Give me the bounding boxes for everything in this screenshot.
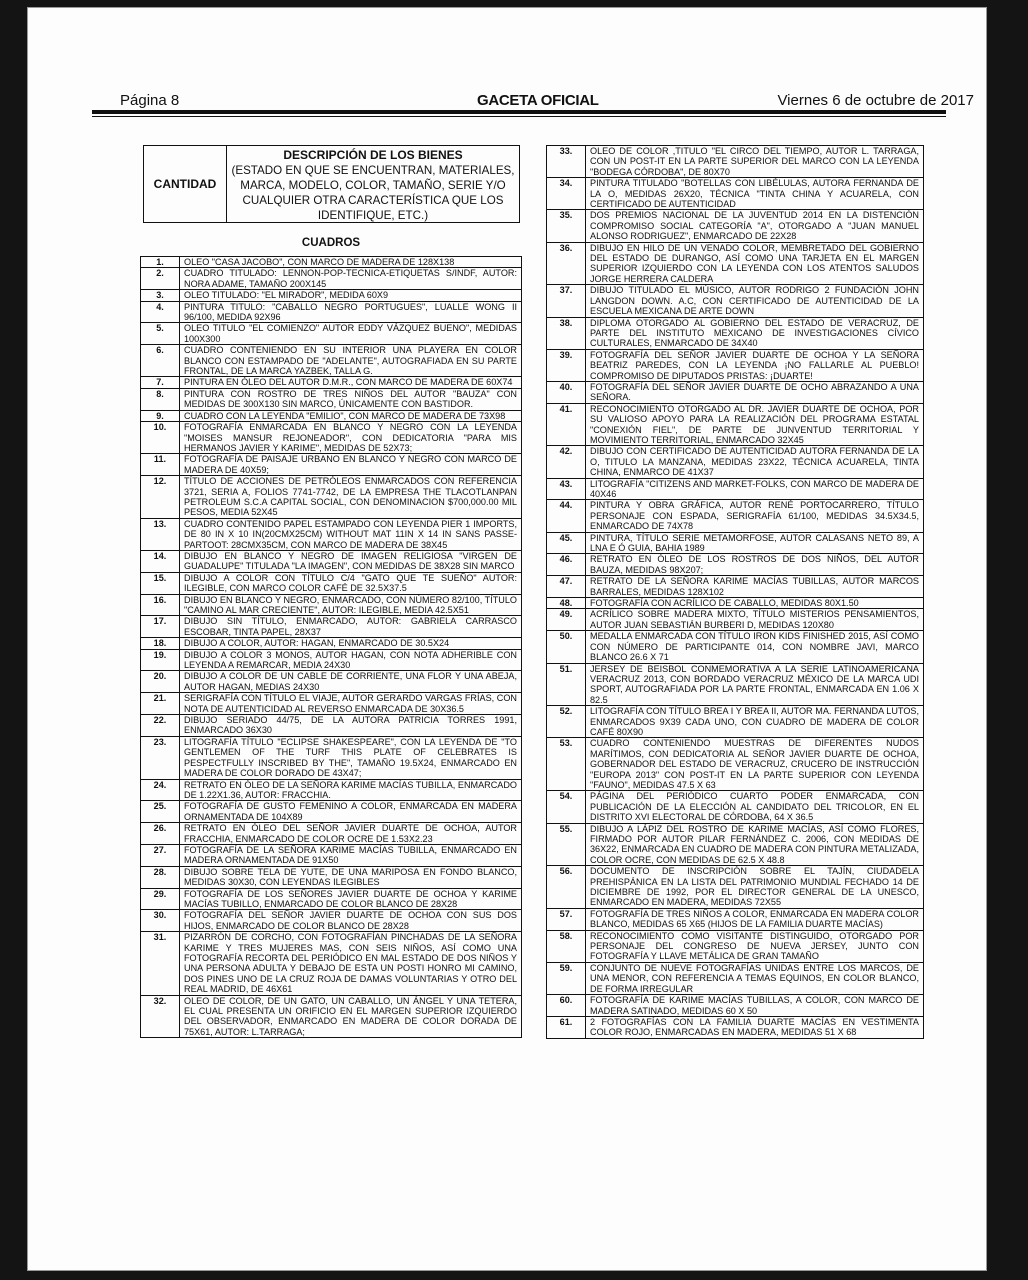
table-row xyxy=(547,705,923,737)
item-description: DIBUJO CON CERTIFICADO DE AUTENTICIDAD AUTORA FERNANDA DE LA O, TITULO LA MANZANA, MEDIDAS 23X22, TÉCNICA ACUARELA, TINTA CHINA, ENMARCO DE 41X37 xyxy=(590,446,919,478)
item-description: SERIGRAFÍA CON TÍTULO EL VIAJE, AUTOR GERARDO VARGAS FRÍAS, CON NOTA DE AUTENTICIDAD AL REVERSO ENMARCADA DE 30X36.5 xyxy=(184,693,517,714)
table-row xyxy=(141,995,521,1038)
table-row xyxy=(141,670,521,692)
table-row xyxy=(141,822,521,844)
table-row xyxy=(547,575,923,597)
items-table-right xyxy=(546,145,924,1039)
table-row xyxy=(141,649,521,671)
item-description: DIBUJO EN HILO DE UN VENADO COLOR, MEMBRETADO DEL GOBIERNO DEL ESTADO DE DURANGO, ASÍ COMO UNA TARJETA EN EL MARGEN SUPERIOR IZQUIERDO CON LA LEYENDA CON LOS ATENTOS SALUDOS JORGE HERRERA CALDERA xyxy=(590,242,919,284)
header-rule-thin xyxy=(92,116,946,117)
item-number: 26. xyxy=(141,823,180,844)
table-row xyxy=(547,403,923,446)
table-row xyxy=(141,376,521,387)
item-number: 30. xyxy=(141,910,180,931)
table-row xyxy=(141,475,521,518)
item-number: 4. xyxy=(141,302,180,323)
item-number: 54. xyxy=(547,791,586,822)
table-row xyxy=(141,779,521,801)
right-column xyxy=(546,145,924,1039)
item-number: 23. xyxy=(141,737,180,779)
table-row xyxy=(141,866,521,888)
item-description: PINTURA Y OBRA GRÁFICA, AUTOR RENÉ PORTOCARRERO, TÍTULO PERSONAJE CON ESPADA, SERIGRAFÍA 61/100, MEDIDAS 34.5X34.5, ENMARCADO DE 74X78 xyxy=(590,500,919,532)
gazette-title: GACETA OFICIAL xyxy=(477,92,599,109)
table-row xyxy=(547,737,923,790)
item-number: 55. xyxy=(547,824,586,866)
table-row xyxy=(547,242,923,285)
item-number: 18. xyxy=(141,638,180,648)
item-description: RETRATO EN ÓLEO DE LOS ROSTROS DE DOS NIÑOS, DEL AUTOR BAUZA, MEDIDAS 98X207; xyxy=(590,554,919,575)
item-description: LITOGRAFÍA CON TÍTULO BREA I Y BREA II, AUTOR MA. FERNANDA LUTOS, ENMARCADOS 9X39 CADA UNO, CON CUADRO DE MADERA DE COLOR CAFÉ 80X90 xyxy=(590,706,919,737)
item-description: FOTOGRAFÍA DE LA SEÑORA KARIME MACÍAS TUBILLA, ENMARCADO EN MADERA ORNAMENTADA DE 91X50 xyxy=(184,844,517,866)
table-row xyxy=(141,714,521,736)
table-row xyxy=(141,421,521,453)
table-row xyxy=(547,349,923,381)
table-row xyxy=(141,594,521,616)
item-description: OLEO TITULADO: "EL MIRADOR", MEDIDA 60X9 xyxy=(184,290,389,301)
item-description: DIBUJO SOBRE TELA DE YUTE, DE UNA MARIPOSA EN FONDO BLANCO, MEDIDAS 30X30, CON LEYENDAS ILEGIBLES xyxy=(184,866,517,888)
item-description: RETRATO EN ÓLEO DE LA SEÑORA KARIME MACÍAS TUBILLA, ENMARCADO DE 1.22X1.36, AUTOR: FRACCHIA. xyxy=(184,779,517,800)
item-number: 14. xyxy=(141,551,180,572)
table-row xyxy=(547,790,923,822)
item-number: 5. xyxy=(141,323,180,344)
table-row xyxy=(141,257,521,267)
table-row xyxy=(547,823,923,866)
item-description: PINTURA EN ÓLEO DEL AUTOR D.M.R., CON MARCO DE MADERA DE 60X74 xyxy=(184,377,513,388)
item-number: 57. xyxy=(547,909,586,930)
item-description: FOTOGRAFÍA ENMARCADA EN BLANCO Y NEGRO CON LA LEYENDA "MOISES MANSUR REJONEADOR", CON DEDICATORIA "PARA MIS HERMANOS JAVIER Y KARIME", MEDIDAS DE 52X73; xyxy=(184,422,517,453)
item-description: RETRATO EN ÓLEO DEL SEÑOR JAVIER DUARTE DE OCHOA, AUTOR FRACCHIA, ENMARCADO DE COLOR OCRE DE 1.53X2.23 xyxy=(184,823,517,844)
page-number: Página 8 xyxy=(120,92,180,109)
table-row xyxy=(141,637,521,648)
item-description: DIBUJO A LÁPIZ DEL ROSTRO DE KARIME MACÍAS, ASÍ COMO FLORES, FIRMADO POR AUTOR PILAR FERNÁNDEZ C. 2006, CON MEDIDAS DE 36X22, ENMARCADA EN CUADRO DE MADERA CON PINTURA METALIZADA, COLOR OCRE, CON MEDIDAS DE 62.5 X 48.8 xyxy=(590,823,919,865)
item-number: 22. xyxy=(141,715,180,736)
item-number: 43. xyxy=(547,479,586,500)
item-number: 39. xyxy=(547,350,586,381)
item-description: PINTURA TITULO: "CABALLO NEGRO PORTUGUES", LUALLE WONG II 96/100, MEDIDA 92X96 xyxy=(184,301,517,323)
table-row xyxy=(141,518,521,550)
item-description: PINTURA, TÍTULO SERIE METAMORFOSE, AUTOR CALASANS NETO 89, A LNA E Ó GUIA, BAHIA 1989 xyxy=(590,532,919,554)
item-number: 49. xyxy=(547,609,586,630)
item-description: CONJUNTO DE NUEVE FOTOGRAFÍAS UNIDAS ENTRE LOS MARCOS, DE UNA MENOR, CON REFERENCIA A TEMAS EQUINOS, EN COLOR BLANCO, DE FORMA IRREGULAR xyxy=(590,962,919,994)
item-number: 24. xyxy=(141,780,180,801)
item-description: PINTURA TITULADO "BOTELLAS CON LIBÉLULAS, AUTORA FERNANDA DE LA O, MEDIDAS 26X20, TÉCNICA "TINTA CHINA Y ACUARELA, CON CERTIFICADO DE AUTENTICIDAD xyxy=(590,178,919,210)
item-number: 45. xyxy=(547,533,586,554)
table-row xyxy=(547,177,923,209)
table-row xyxy=(547,532,923,554)
item-number: 3. xyxy=(141,290,180,300)
item-number: 35. xyxy=(547,210,586,241)
table-row xyxy=(141,931,521,994)
table-row xyxy=(547,994,923,1016)
item-number: 7. xyxy=(141,377,180,387)
item-description: FOTOGRAFÍA DE PAISAJE URBANO EN BLANCO Y NEGRO CON MARCO DE MADERA DE 40X59; xyxy=(184,454,517,475)
item-description: CUADRO TITULADO: LENNON-POP-TECNICA-ETIQUETAS S/INDF, AUTOR: NORA ADAME, TAMAÑO 200X145 xyxy=(184,268,517,289)
table-row xyxy=(141,888,521,910)
table-row xyxy=(141,909,521,931)
table-row xyxy=(547,1016,923,1038)
item-description: OLEO DE COLOR, DE UN GATO, UN CABALLO, UN ÁNGEL Y UNA TETERA, EL CUAL PRESENTA UN ORIFICIO EN EL MARGEN SUPERIOR IZQUIERDO DEL OBSERVADOR, ENMARCADO EN MADERA DE COLOR DORADA DE 75X61, AUTOR: L.TARRAGA; xyxy=(184,995,517,1037)
table-row xyxy=(547,597,923,608)
item-description: LITOGRAFÍA TÍTULO "ECLIPSE SHAKESPEARE", CON LA LEYENDA DE "TO GENTLEMEN OF THE TURF THIS PLATE OF CELEBRATES IS PESPECTFULLY INSCRIBED BY THE", TAMAÑO 19.5X24, ENMARCADO EN MADERA DE COLOR DORADO DE 43X47; xyxy=(184,736,517,779)
item-description: PIZARRÓN DE CORCHO, CON FOTOGRAFÍAN PINCHADAS DE LA SEÑORA KARIME Y TRES MUJERES MAS, CON SEIS NIÑOS, ASÍ COMO UNA FOTOGRAFÍA RECORTA DEL PERIÓDICO EN MAL ESTADO DE DOS NIÑOS Y UNA PERSONA ADULTA Y DEBAJO DE ESTA UN POSTI HONRO MI CAMINO, DOS PINES UNO DE LA CRUZ ROJA DE DAMAS VOLUNTARIAS Y OTRO DEL REAL MADRID, DE 46X61 xyxy=(184,932,517,995)
description-title: DESCRIPCIÓN DE LOS BIENES xyxy=(283,148,463,162)
item-number: 50. xyxy=(547,631,586,662)
item-description: 2 FOTOGRAFÍAS CON LA FAMILIA DUARTE MACÍAS EN VESTIMENTA COLOR ROJO, ENMARCADAS EN MADERA, MEDIDAS 51 X 68 xyxy=(590,1016,919,1038)
table-row xyxy=(141,550,521,572)
table-row xyxy=(141,289,521,300)
item-number: 1. xyxy=(141,257,180,267)
item-description: OLEO TITULO "EL COMIENZO" AUTOR EDDY VÁZQUEZ BUENO", MEDIDAS 100X300 xyxy=(184,323,517,344)
item-description: FOTOGRAFÍA DEL SEÑOR JAVIER DUARTE DE OCHOA Y LA SEÑORA BEATRIZ PAREDES, CON LA LEYENDA ¡NO FALLARLE AL PUEBLO! COMPROMISO DE DIPUTADOS PRISTAS: ¡DUARTE! xyxy=(590,349,919,381)
item-description: CUADRO CONTENIENDO EN SU INTERIOR UNA PLAYERA EN COLOR BLANCO CON ESTAMPADO DE "ADELANTE", AUTOGRAFIADA EN SU PARTE FRONTAL, DE LA MARCA YAZBEK, TALLA G. xyxy=(184,345,517,377)
table-row xyxy=(141,844,521,866)
item-description: FOTOGRAFÍA CON ACRÍLICO DE CABALLO, MEDIDAS 80X1.50 xyxy=(590,598,859,609)
item-number: 2. xyxy=(141,268,180,289)
table-row xyxy=(547,930,923,962)
item-number: 47. xyxy=(547,576,586,597)
table-row xyxy=(547,284,923,316)
item-number: 59. xyxy=(547,963,586,994)
table-row xyxy=(141,388,521,410)
item-description: CUADRO CON LA LEYENDA "EMILIO", CON MARCO DE MADERA DE 73X98 xyxy=(184,410,506,421)
description-header xyxy=(227,146,519,222)
item-description: DOS PREMIOS NACIONAL DE LA JUVENTUD 2014 EN LA DISTENCIÓN COMPROMISO SOCIAL CATEGORÍA "A", OTORGADO A "JUAN MANUEL ALONSO RODRIGUEZ", ENMARCADO DE 22X28 xyxy=(590,210,919,242)
item-number: 36. xyxy=(547,243,586,285)
table-row xyxy=(547,663,923,706)
table-row xyxy=(547,608,923,630)
item-description: OLEO DE COLOR ,TITULO "EL CIRCO DEL TIEMPO, AUTOR L. TARRAGA, CON UN POST-IT EN LA PARTE SUPERIOR DEL MARCO CON LA LEYENDA "BODEGA CÓRDOBA", DE 80X70 xyxy=(590,146,919,177)
item-description: DIBUJO SIN TÍTULO, ENMARCADO, AUTOR: GABRIELA CARRASCO ESCOBAR, TINTA PAPEL, 28X37 xyxy=(184,616,517,637)
table-row xyxy=(547,630,923,662)
description-subtitle: (ESTADO EN QUE SE ENCUENTRAN, MATERIALES, MARCA, MODELO, COLOR, TAMAÑO, SERIE Y/O CUALQUIER OTRA CARACTERÍSTICA QUE LOS IDENTIFIQUE, ETC.) xyxy=(231,164,515,222)
item-number: 9. xyxy=(141,411,180,421)
item-number: 42. xyxy=(547,446,586,477)
item-description: DIBUJO A COLOR, AUTOR: HAGAN, ENMARCADO DE 30.5X24 xyxy=(184,638,450,649)
item-description: CUADRO CONTENIDO PAPEL ESTAMPADO CON LEYENDA PIER 1 IMPORTS, DE 80 IN X 10 IN(20CMX25CM) WITHOUT MAT 11IN X 14 IN SANS PASSE-PARTOOT: 28CMX35CM, CON MARCO DE MADERA DE 38X45 xyxy=(184,518,517,550)
item-number: 44. xyxy=(547,500,586,531)
table-row xyxy=(141,322,521,344)
table-row xyxy=(141,572,521,594)
item-number: 32. xyxy=(141,996,180,1038)
item-number: 11. xyxy=(141,454,180,475)
item-number: 19. xyxy=(141,650,180,671)
item-number: 29. xyxy=(141,889,180,910)
section-title: CUADROS xyxy=(301,237,361,249)
item-number: 20. xyxy=(141,671,180,692)
header-rule-thick xyxy=(92,110,946,114)
item-number: 61. xyxy=(547,1017,586,1038)
item-number: 27. xyxy=(141,845,180,866)
item-description: DIBUJO A COLOR CON TÍTULO C/4 "GATO QUE TE SUEÑO" AUTOR: ILEGIBLE, CON MARCO COLOR CAFÉ DE 32.5X37.5 xyxy=(184,572,517,594)
table-row xyxy=(141,615,521,637)
item-number: 10. xyxy=(141,422,180,453)
table-row xyxy=(141,410,521,421)
item-description: JERSEY DE BEISBOL CONMEMORATIVA A LA SERIE LATINOAMERICANA VERACRUZ 2013, CON BORDADO VERACRUZ MÉXICO DE LA MARCA UDI SPORT, AUTOGRAFIADA POR LA PARTE FRONTAL, ENMARCADA EN 1.06 X 82.5 xyxy=(590,663,919,705)
item-description: DIBUJO A COLOR 3 MONOS, AUTOR HAGAN, CON NOTA ADHERIBLE CON LEYENDA A REMARCAR, MEDIA 24X30 xyxy=(184,649,517,671)
item-description: DIBUJO TITULADO EL MÚSICO, AUTOR RODRIGO 2 FUNDACIÓN JOHN LANGDON DOWN. A.C, CON CERTIFICADO DE AUTENTICIDAD DE LA ESCUELA MEXICANA DE ARTE DOWN xyxy=(590,285,919,317)
item-description: FOTOGRAFÍA DE GUSTO FEMENINO A COLOR, ENMARCADA EN MADERA ORNAMENTADA DE 104X89 xyxy=(184,801,517,822)
item-description: FOTOGRAFÍA DE LOS SEÑORES JAVIER DUARTE DE OCHOA Y KARIME MACÍAS TUBILLO, ENMARCADO DE COLOR BLANCO DE 28X28 xyxy=(184,888,517,909)
table-row xyxy=(141,301,521,323)
table-row xyxy=(547,209,923,241)
item-description: PÁGINA DEL PERIÓDICO CUARTO PODER ENMARCADA, CON PUBLICACIÓN DE LA ELECCIÓN AL CANDIDATO DEL TRICOLOR, EN EL DISTRITO XVI ELECTORAL DE CÓRDOBA, 64 X 36.5 xyxy=(590,791,919,823)
item-description: MEDALLA ENMARCADA CON TÍTULO IRON KIDS FINISHED 2015, ASÍ COMO CON NÚMERO DE PARTICIPANTE 014, CON NOMBRE JAVI, MARCO BLANCO 26.6 X 71 xyxy=(590,631,919,663)
item-number: 25. xyxy=(141,801,180,822)
quantity-header: CANTIDAD xyxy=(144,146,227,222)
item-description: LITOGRAFÍA "CITIZENS AND MARKET-FOLKS, CON MARCO DE MADERA DE 40X46 xyxy=(590,478,919,499)
item-number: 56. xyxy=(547,866,586,908)
item-number: 60. xyxy=(547,995,586,1016)
table-row xyxy=(547,908,923,930)
item-number: 12. xyxy=(141,476,180,518)
item-number: 38. xyxy=(547,318,586,349)
table-row xyxy=(547,553,923,575)
table-row xyxy=(547,381,923,403)
item-number: 17. xyxy=(141,616,180,637)
item-number: 34. xyxy=(547,178,586,209)
item-description: OLEO "CASA JACOBO", CON MARCO DE MADERA DE 128X138 xyxy=(184,257,455,267)
table-row xyxy=(141,344,521,376)
item-number: 6. xyxy=(141,345,180,376)
issue-date: Viernes 6 de octubre de 2017 xyxy=(777,92,974,109)
item-description: ACRÍLICO SOBRE MADERA MIXTO, TÍTULO MISTERIOS PENSAMIENTOS, AUTOR JUAN SEBASTIÁN BURBERI D, MEDIDAS 120X80 xyxy=(590,609,919,630)
item-number: 46. xyxy=(547,554,586,575)
item-description: DIBUJO EN BLANCO Y NEGRO DE IMAGEN RELIGIOSA "VIRGEN DE GUADALUPE" TITULADA "LA IMAGEN", CON MEDIDAS DE 38X28 SIN MARCO xyxy=(184,550,517,572)
item-number: 53. xyxy=(547,738,586,790)
item-number: 52. xyxy=(547,706,586,737)
item-description: DIBUJO SERIADO 44/75, DE LA AUTORA PATRICIA TORRES 1991, ENMARCADO 36X30 xyxy=(184,715,517,736)
item-number: 16. xyxy=(141,595,180,616)
item-description: FOTOGRAFÍA DE KARIME MACÍAS TUBILLAS, A COLOR, CON MARCO DE MADERA SATINADO, MEDIDAS 60 X 50 xyxy=(590,995,919,1016)
item-description: FOTOGRAFÍA DEL SEÑOR JAVIER DUARTE DE OCHO ABRAZANDO A UNA SEÑORA. xyxy=(590,381,919,403)
item-description: TÍTULO DE ACCIONES DE PETRÓLEOS ENMARCADOS CON REFERENCIA 3721, SERIA A, FOLIOS 7741-7742, DE LA EMPRESA THE TLACOTLANPAN PETROLEUM S.C.A CAPITAL SOCIAL, CON DENOMINACION $700,000.00 MIL PESOS, MEDIA 52X45 xyxy=(184,476,517,518)
item-description: DIBUJO A COLOR DE UN CABLE DE CORRIENTE, UNA FLOR Y UNA ABEJA, AUTOR HAGAN, MEDIAS 24X30 xyxy=(184,671,517,692)
item-description: RECONOCIMIENTO COMO VISITANTE DISTINGUIDO, OTORGADO POR PERSONAJE DEL CONGRESO DE NUEVA JERSEY, JUNTO CON FOTOGRAFÍA Y LLAVE METÁLICA DE GRAN TAMAÑO xyxy=(590,930,919,962)
item-description: PINTURA CON ROSTRO DE TRES NIÑOS DEL AUTOR "BAUZA" CON MEDIDAS DE 300X130 SIN MARCO, ÚNICAMENTE CON BASTIDOR. xyxy=(184,388,517,410)
item-description: CUADRO CONTENIENDO MUESTRAS DE DIFERENTES NUDOS MARÍTIMOS, CON DEDICATORIA AL SEÑOR JAVIER DUARTE DE OCHOA, GOBERNADOR DEL ESTADO DE VERACRUZ, CRUCERO DE INSTRUCCIÓN "EUROPA 2013" CON POST-IT EN LA PARTE SUPERIOR CON LEYENDA "FAUNO", MEDIDAS 47.5 X 63 xyxy=(590,738,919,790)
table-row xyxy=(141,692,521,714)
table-row xyxy=(141,736,521,779)
items-table-left xyxy=(140,256,522,1038)
table-row xyxy=(547,478,923,500)
table-row xyxy=(141,267,521,289)
table-row xyxy=(141,453,521,475)
item-number: 8. xyxy=(141,389,180,410)
item-description: RECONOCIMIENTO OTORGADO AL DR. JAVIER DUARTE DE OCHOA, POR SU VALIOSO APOYO PARA LA REALIZACIÓN DEL PROGRAMA ESTATAL "CONEXIÓN FIEL", DE PARTE DE JUNVENTUD TERRITORIAL Y MOVIMIENTO TERRITORIAL, ENMARCADO 32X45 xyxy=(590,403,919,445)
item-description: FOTOGRAFÍA DEL SEÑOR JAVIER DUARTE DE OCHOA CON SUS DOS HIJOS, ENMARCADO DE COLOR BLANCO DE 28X28 xyxy=(184,910,517,931)
item-number: 31. xyxy=(141,932,180,994)
item-number: 48. xyxy=(547,598,586,608)
item-number: 58. xyxy=(547,931,586,962)
table-row xyxy=(547,962,923,994)
table-header xyxy=(143,145,520,223)
item-number: 41. xyxy=(547,404,586,446)
table-row xyxy=(141,800,521,822)
table-row xyxy=(547,146,923,177)
item-number: 15. xyxy=(141,573,180,594)
item-description: DIPLOMA OTORGADO AL GOBIERNO DEL ESTADO DE VERACRUZ, DE PARTE DEL INSTITUTO MEXICANO DE INVESTIGACIONES CÍVICO CULTURALES, ENMARCADO DE 34X40 xyxy=(590,317,919,349)
item-number: 21. xyxy=(141,693,180,714)
item-number: 37. xyxy=(547,285,586,316)
item-description: FOTOGRAFÍA DE TRES NIÑOS A COLOR, ENMARCADA EN MADERA COLOR BLANCO, MEDIDAS 65 X65 (HIJOS DE LA FAMILIA DUARTE MACÍAS) xyxy=(590,908,919,930)
item-number: 51. xyxy=(547,664,586,706)
table-row xyxy=(547,445,923,477)
item-number: 13. xyxy=(141,519,180,550)
item-number: 28. xyxy=(141,867,180,888)
table-row xyxy=(547,865,923,908)
item-description: RETRATO DE LA SEÑORA KARIME MACÍAS TUBILLAS, AUTOR MARCOS BARRALES, MEDIDAS 128X102 xyxy=(590,576,919,597)
table-row xyxy=(547,317,923,349)
item-description: DIBUJO EN BLANCO Y NEGRO, ENMARCADO, CON NÚMERO 82/100, TÍTULO "CAMINO AL MAR CRECIENTE", AUTOR: ILEGIBLE, MEDIA 42.5X51 xyxy=(184,594,517,615)
item-description: DOCUMENTO DE INSCRIPCIÓN SOBRE EL TAJÍN, CIUDADELA PREHISPÁNICA EN LA LISTA DEL PATRIMONIO MUNDIAL FECHADO 14 DE DICIEMBRE DE 1992, POR EL DIRECTOR GENERAL DE LA UNESCO, ENMARCADO EN MADERA, MEDIDAS 72X55 xyxy=(590,866,919,908)
table-row xyxy=(547,499,923,531)
item-number: 33. xyxy=(547,146,586,177)
item-number: 40. xyxy=(547,382,586,403)
left-column xyxy=(140,145,522,1038)
